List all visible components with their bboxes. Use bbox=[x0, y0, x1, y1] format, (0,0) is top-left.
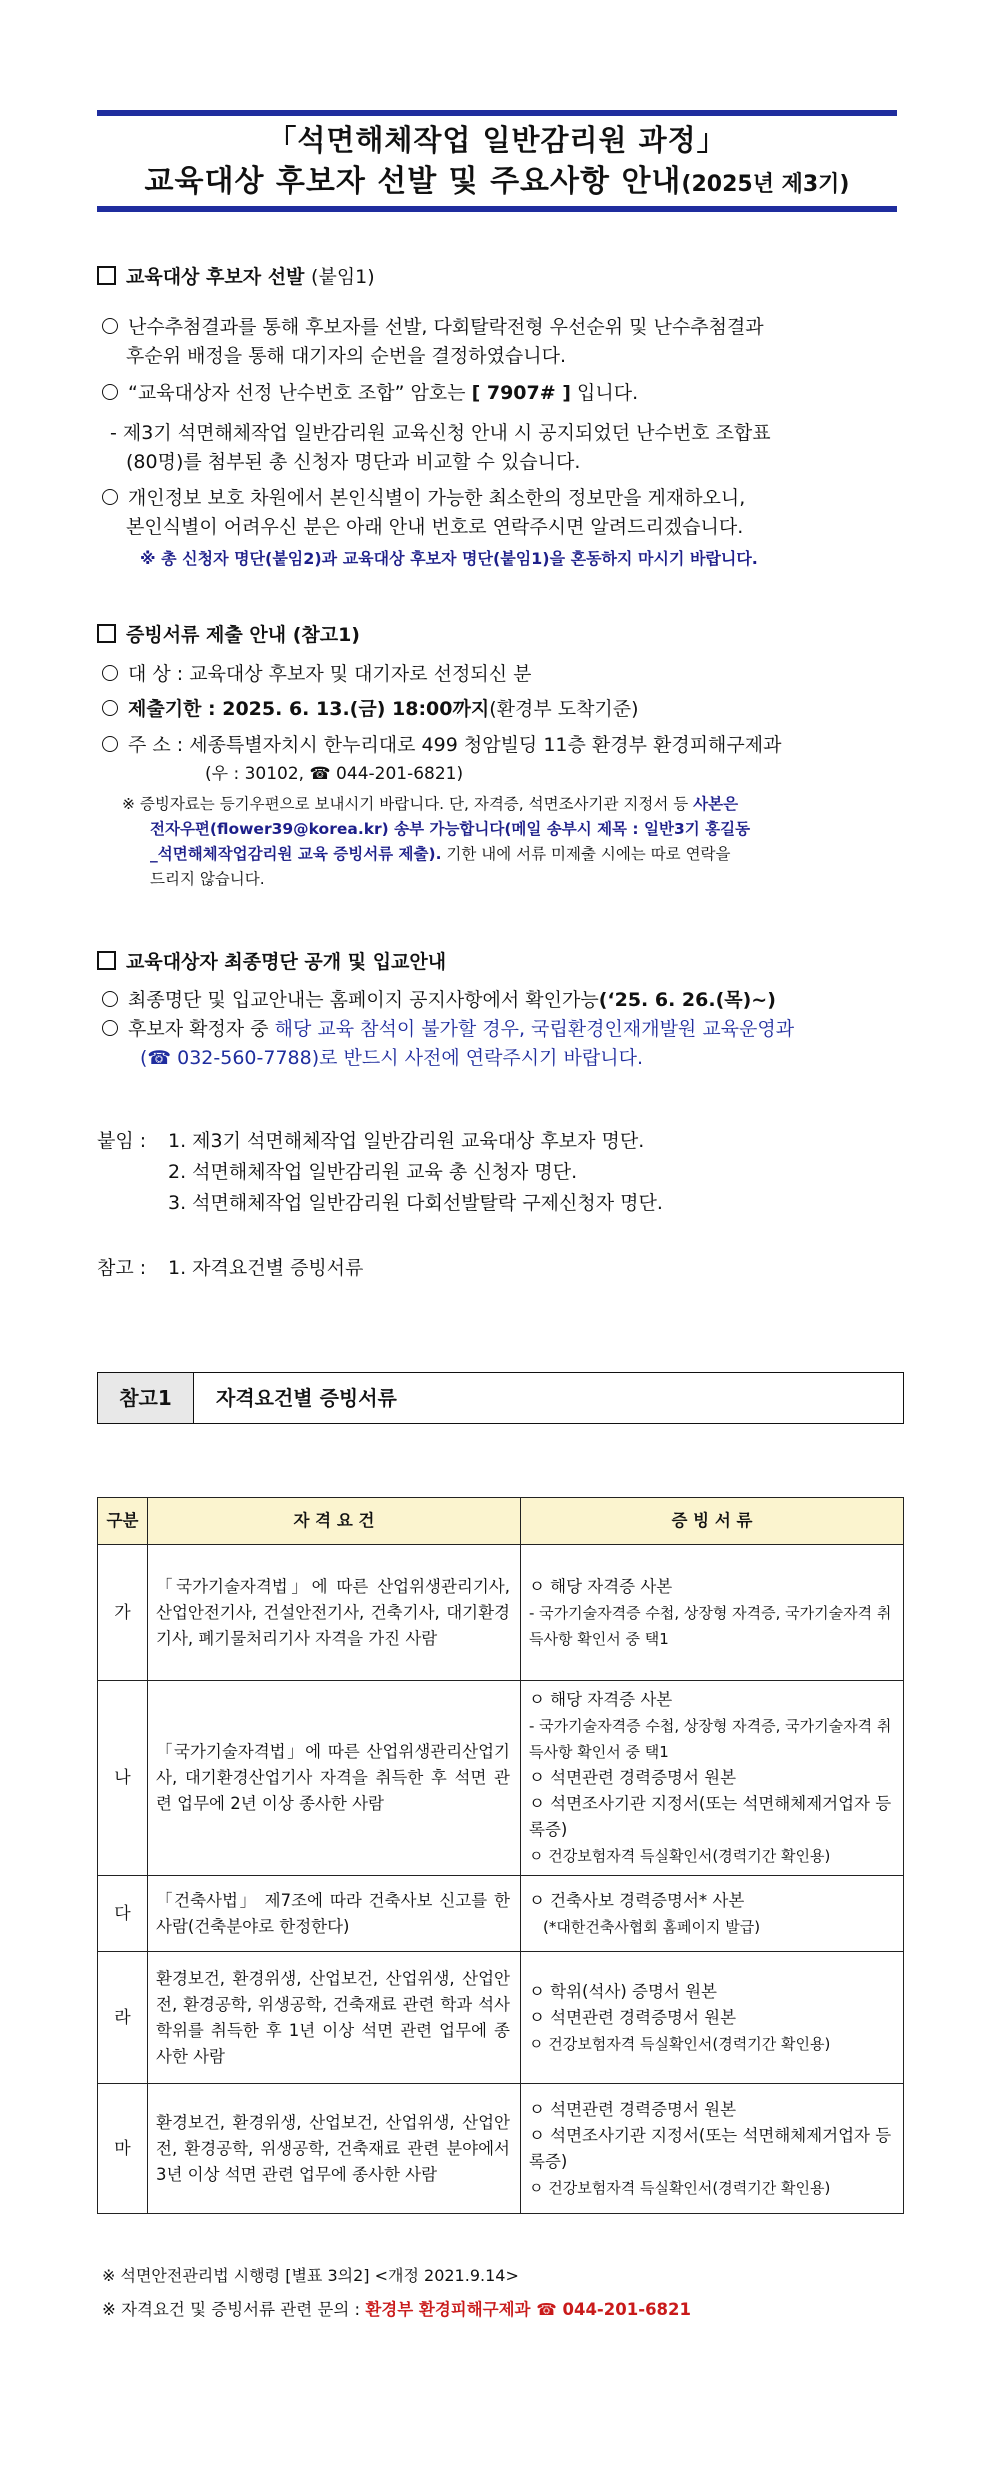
row-key: 나 bbox=[98, 1681, 148, 1876]
table-row bbox=[98, 1545, 904, 1681]
row-documents: ㅇ 학위(석사) 증명서 원본 ㅇ 석면관련 경력증명서 원본 ㅇ 건강보험자격 득실확인서(경력기간 확인용) bbox=[521, 1952, 904, 2084]
footer-note-2: ※ 자격요건 및 증빙서류 관련 문의 : 환경부 환경피해구제과 ☎ 044-201-6821 bbox=[102, 2300, 691, 2319]
s1-warning: ※ 총 신청자 명단(붙임2)과 교육대상 후보자 명단(붙임1)을 혼동하지 마시기 바랍니다. bbox=[140, 549, 758, 568]
header-category: 구분 bbox=[98, 1498, 148, 1545]
s1-item4-line1: 개인정보 보호 차원에서 본인식별이 가능한 최소한의 정보만을 게재하오니, bbox=[102, 484, 745, 512]
title-bottom-rule bbox=[97, 206, 897, 212]
attachment-item-3: 3. 석면해체작업 일반감리원 다회선발탈락 구제신청자 명단. bbox=[168, 1192, 663, 1214]
row-requirement: 「건축사법」 제7조에 따라 건축사보 신고를 한 사람(건축분야로 한정한다) bbox=[148, 1876, 521, 1952]
row-requirement: 환경보건, 환경위생, 산업보건, 산업위생, 산업안전, 환경공학, 위생공학, 건축재료 관련 학과 석사 학위를 취득한 후 1년 이상 석면 관련 업무에 종사한 사람 bbox=[148, 1952, 521, 2084]
row-documents: ㅇ 해당 자격증 사본 - 국가기술자격증 수첩, 상장형 자격증, 국가기술자격 취득사항 확인서 중 택1 bbox=[521, 1545, 904, 1681]
section2-heading: 증빙서류 제출 안내 (참고1) bbox=[97, 620, 360, 647]
s2-address-line1: 주 소 : 세종특별자치시 한누리대로 499 청암빌딩 11층 환경부 환경피해구제과 bbox=[102, 731, 781, 759]
circle-bullet-icon bbox=[102, 665, 118, 681]
doc-title-main: 교육대상 후보자 선발 및 주요사항 안내 bbox=[144, 164, 682, 199]
circle-bullet-icon bbox=[102, 1020, 118, 1036]
circle-bullet-icon bbox=[102, 991, 118, 1007]
header-requirement: 자 격 요 건 bbox=[148, 1498, 521, 1545]
checkbox-square-icon bbox=[97, 624, 116, 643]
s1-item4-line2: 본인식별이 어려우신 분은 아래 안내 번호로 연락주시면 알려드리겠습니다. bbox=[126, 516, 744, 538]
references-label: 참고 : bbox=[97, 1257, 147, 1279]
s1-item3-line1: - 제3기 석면해체작업 일반감리원 교육신청 안내 시 공지되었던 난수번호 조합표 bbox=[110, 422, 771, 444]
requirements-table bbox=[97, 1497, 904, 2214]
table-row bbox=[98, 1681, 904, 1876]
row-key: 라 bbox=[98, 1952, 148, 2084]
row-documents: ㅇ 건축사보 경력증명서* 사본 (*대한건축사협회 홈페이지 발급) bbox=[521, 1876, 904, 1952]
s2-deadline: 제출기한 : 2025. 6. 13.(금) 18:00까지(환경부 도착기준) bbox=[102, 695, 639, 723]
doc-title-line2 bbox=[97, 156, 897, 200]
table-row bbox=[98, 2084, 904, 2214]
section1-heading: 교육대상 후보자 선발 (붙임1) bbox=[97, 262, 375, 289]
footer-note-1: ※ 석면안전관리법 시행령 [별표 3의2] <개정 2021.9.14> bbox=[102, 2266, 519, 2285]
s1-item2: “교육대상자 선정 난수번호 조합” 암호는 [ 7907# ] 입니다. bbox=[102, 379, 638, 407]
doc-title-line1: 「석면해체작업 일반감리원 과정」 bbox=[267, 123, 727, 157]
s2-note-line2: 전자우편(flower39@korea.kr) 송부 가능합니다(메일 송부시 제목 : 일반3기 홍길동 bbox=[150, 820, 751, 838]
row-key: 마 bbox=[98, 2084, 148, 2214]
circle-bullet-icon bbox=[102, 384, 118, 400]
s1-item3-line2: (80명)를 첨부된 총 신청자 명단과 비교할 수 있습니다. bbox=[126, 451, 581, 473]
password-code: [ 7907# ] bbox=[471, 382, 571, 404]
contact-phone: 환경부 환경피해구제과 ☎ 044-201-6821 bbox=[365, 2300, 691, 2319]
header-documents: 증 빙 서 류 bbox=[521, 1498, 904, 1545]
section3-heading: 교육대상자 최종명단 공개 및 입교안내 bbox=[97, 947, 446, 974]
attachment-item-1: 1. 제3기 석면해체작업 일반감리원 교육대상 후보자 명단. bbox=[168, 1130, 645, 1152]
row-key: 다 bbox=[98, 1876, 148, 1952]
attachments-label: 붙임 : bbox=[97, 1130, 147, 1152]
reference-box-label: 참고1 bbox=[98, 1373, 194, 1423]
row-documents: ㅇ 해당 자격증 사본 - 국가기술자격증 수첩, 상장형 자격증, 국가기술자격 취득사항 확인서 중 택1 ㅇ 석면관련 경력증명서 원본 ㅇ 석면조사기관 지정서(또는 석면해체제거업자 등록증) ㅇ 건강보험자격 득실확인서(경력기간 확인용) bbox=[521, 1681, 904, 1876]
row-requirement: 「국가기술자격법」에 따른 산업위생관리산업기사, 대기환경산업기사 자격을 취득한 후 석면 관련 업무에 2년 이상 종사한 사람 bbox=[148, 1681, 521, 1876]
s2-note-line3: _석면해체작업감리원 교육 증빙서류 제출). 기한 내에 서류 미제출 시에는 따로 연락을 bbox=[150, 845, 731, 863]
reference-item-1: 1. 자격요건별 증빙서류 bbox=[168, 1257, 364, 1279]
checkbox-square-icon bbox=[97, 266, 116, 285]
row-requirement: 「국가기술자격법」에 따른 산업위생관리기사, 산업안전기사, 건설안전기사, 건축기사, 대기환경기사, 폐기물처리기사 자격을 가진 사람 bbox=[148, 1545, 521, 1681]
s2-target: 대 상 : 교육대상 후보자 및 대기자로 선정되신 분 bbox=[102, 660, 531, 688]
s3-item1: 최종명단 및 입교안내는 홈페이지 공지사항에서 확인가능(‘25. 6. 26.(목)~) bbox=[102, 986, 776, 1014]
reference-box bbox=[97, 1372, 904, 1424]
row-requirement: 환경보건, 환경위생, 산업보건, 산업위생, 산업안전, 환경공학, 위생공학, 건축재료 관련 분야에서 3년 이상 석면 관련 업무에 종사한 사람 bbox=[148, 2084, 521, 2214]
circle-bullet-icon bbox=[102, 318, 118, 334]
s3-item2-line2: (☎ 032-560-7788)로 반드시 사전에 연락주시기 바랍니다. bbox=[140, 1047, 643, 1069]
s2-note-line4: 드리지 않습니다. bbox=[150, 870, 265, 888]
circle-bullet-icon bbox=[102, 489, 118, 505]
s2-note-line1: ※ 증빙자료는 등기우편으로 보내시기 바랍니다. 단, 자격증, 석면조사기관 지정서 등 사본은 bbox=[122, 795, 739, 813]
s1-item1-line1: 난수추첨결과를 통해 후보자를 선발, 다회탈락전형 우선순위 및 난수추첨결과 bbox=[102, 313, 764, 341]
table-row bbox=[98, 1876, 904, 1952]
checkbox-square-icon bbox=[97, 951, 116, 970]
s3-item2-line1: 후보자 확정자 중 해당 교육 참석이 불가할 경우, 국립환경인재개발원 교육운영과 bbox=[102, 1015, 794, 1043]
row-documents: ㅇ 석면관련 경력증명서 원본 ㅇ 석면조사기관 지정서(또는 석면해체제거업자 등록증) ㅇ 건강보험자격 득실확인서(경력기간 확인용) bbox=[521, 2084, 904, 2214]
reference-box-title: 자격요건별 증빙서류 bbox=[216, 1386, 397, 1410]
s1-item1-line2: 후순위 배정을 통해 대기자의 순번을 결정하였습니다. bbox=[126, 345, 567, 367]
s2-address-line2: (우 : 30102, ☎ 044-201-6821) bbox=[205, 764, 464, 784]
attachment-item-2: 2. 석면해체작업 일반감리원 교육 총 신청자 명단. bbox=[168, 1161, 578, 1183]
row-key: 가 bbox=[98, 1545, 148, 1681]
title-top-rule bbox=[97, 110, 897, 116]
table-header-row bbox=[98, 1498, 904, 1545]
circle-bullet-icon bbox=[102, 736, 118, 752]
circle-bullet-icon bbox=[102, 700, 118, 716]
doc-title-suffix: (2025년 제3기) bbox=[681, 172, 850, 197]
table-row bbox=[98, 1952, 904, 2084]
